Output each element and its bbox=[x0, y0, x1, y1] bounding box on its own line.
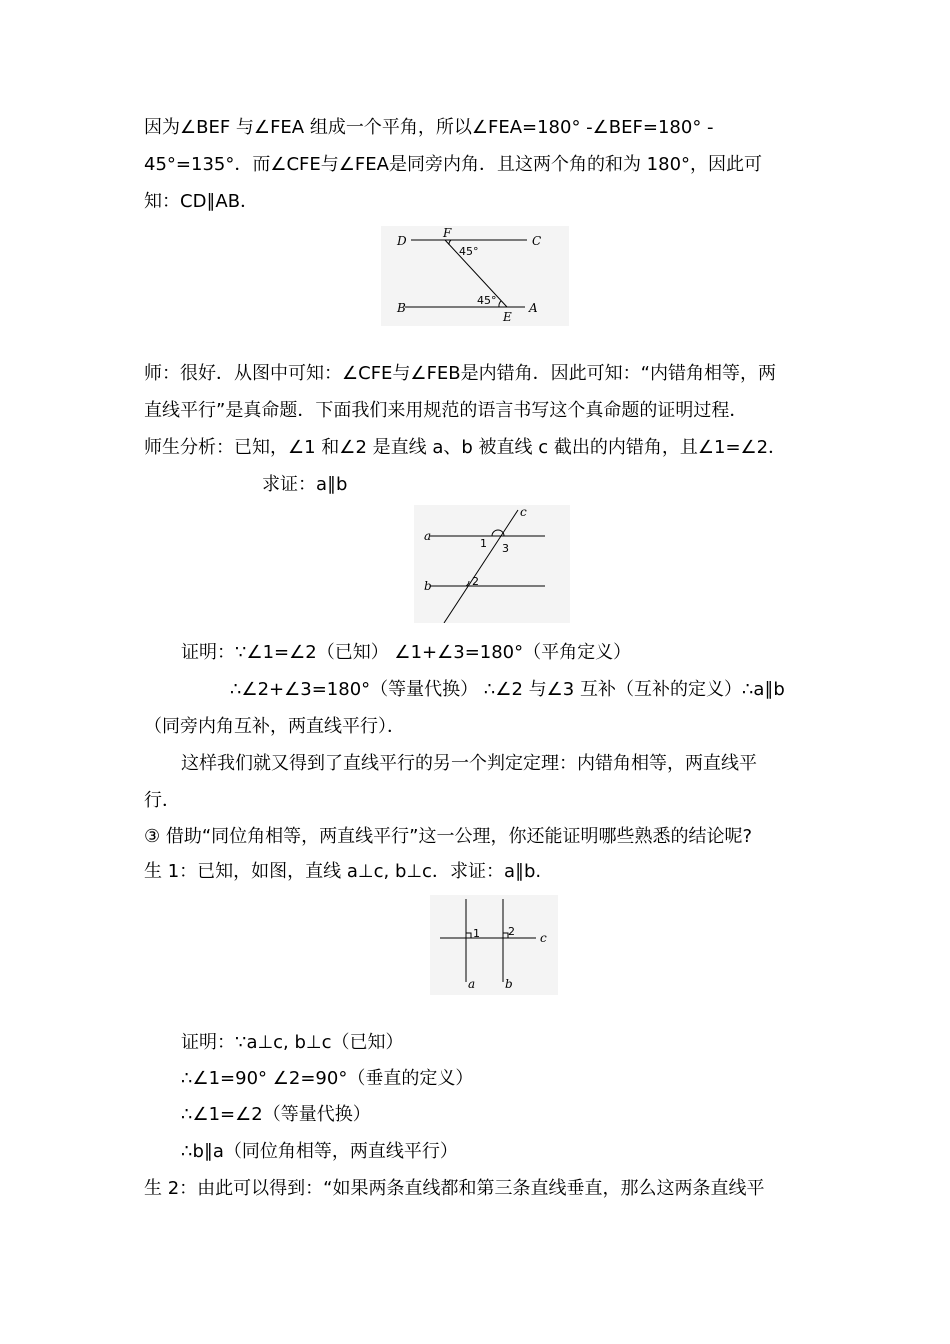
text-line-10: ③ 借助“同位角相等，两直线平行”这一公理，你还能证明哪些熟悉的结论呢? bbox=[144, 826, 753, 847]
proof-line-1: 证明：∵∠1=∠2（已知） ∠1+∠3=180°（平角定义） bbox=[181, 642, 632, 663]
proof2-line-4: ∴b∥a（同位角相等，两直线平行） bbox=[181, 1141, 458, 1162]
text-line-5: 直线平行”是真命题．下面我们来用规范的语言书写这个真命题的证明过程． bbox=[144, 400, 748, 421]
text-line-12: 生 2：由此可以得到：“如果两条直线都和第三条直线垂直，那么这两条直线平 bbox=[144, 1178, 765, 1199]
text-line-11: 生 1：已知，如图，直线 a⊥c, b⊥c．求证：a∥b. bbox=[144, 861, 542, 882]
label-c: c bbox=[540, 931, 547, 945]
proof-line-2: ∴∠2+∠3=180°（等量代换） ∴∠2 与∠3 互补（互补的定义）∴a∥b bbox=[230, 679, 785, 700]
text-line-3: 知：CD∥AB． bbox=[144, 191, 259, 212]
label-D: D bbox=[397, 234, 407, 248]
text-line-8: 这样我们就又得到了直线平行的另一个判定定理：内错角相等，两直线平 bbox=[181, 753, 757, 774]
text-line-7: 求证：a∥b bbox=[262, 474, 348, 495]
label-b: b bbox=[505, 977, 513, 991]
label-E: E bbox=[503, 310, 512, 324]
label-a: a bbox=[424, 529, 432, 543]
angle-label-bottom: 45° bbox=[477, 294, 497, 307]
angle-1: 1 bbox=[473, 927, 480, 940]
text-line-4: 师：很好．从图中可知：∠CFE与∠FEB是内错角．因此可知：“内错角相等，两 bbox=[144, 363, 776, 384]
text-line-6: 师生分析：已知，∠1 和∠2 是直线 a、b 被直线 c 截出的内错角，且∠1=∠2． bbox=[144, 437, 787, 458]
proof2-line-3: ∴∠1=∠2（等量代换） bbox=[181, 1104, 371, 1125]
label-C: C bbox=[532, 234, 542, 248]
figure-parallel-lines-45 bbox=[381, 226, 569, 326]
figure-perpendicular-lines bbox=[430, 895, 558, 995]
angle-2: 2 bbox=[472, 575, 479, 588]
label-B: B bbox=[397, 301, 406, 315]
figure-alternate-angles bbox=[414, 505, 570, 623]
label-a: a bbox=[468, 977, 476, 991]
text-line-1: 因为∠BEF 与∠FEA 组成一个平角，所以∠FEA=180° -∠BEF=180° - bbox=[144, 117, 714, 138]
label-b: b bbox=[424, 579, 432, 593]
proof2-line-2: ∴∠1=90° ∠2=90°（垂直的定义） bbox=[181, 1068, 474, 1089]
label-A: A bbox=[529, 301, 538, 315]
label-c: c bbox=[520, 505, 527, 519]
label-F: F bbox=[443, 226, 452, 240]
angle-3: 3 bbox=[502, 542, 509, 555]
proof2-line-1: 证明：∵a⊥c, b⊥c（已知） bbox=[181, 1032, 404, 1053]
angle-label-top: 45° bbox=[459, 245, 479, 258]
text-line-2: 45°=135°．而∠CFE与∠FEA是同旁内角．且这两个角的和为 180°，因此可 bbox=[144, 154, 763, 175]
angle-2: 2 bbox=[508, 925, 515, 938]
proof-line-3: （同旁内角互补，两直线平行）． bbox=[144, 716, 405, 737]
angle-1: 1 bbox=[480, 537, 487, 550]
text-line-9: 行． bbox=[144, 790, 180, 811]
